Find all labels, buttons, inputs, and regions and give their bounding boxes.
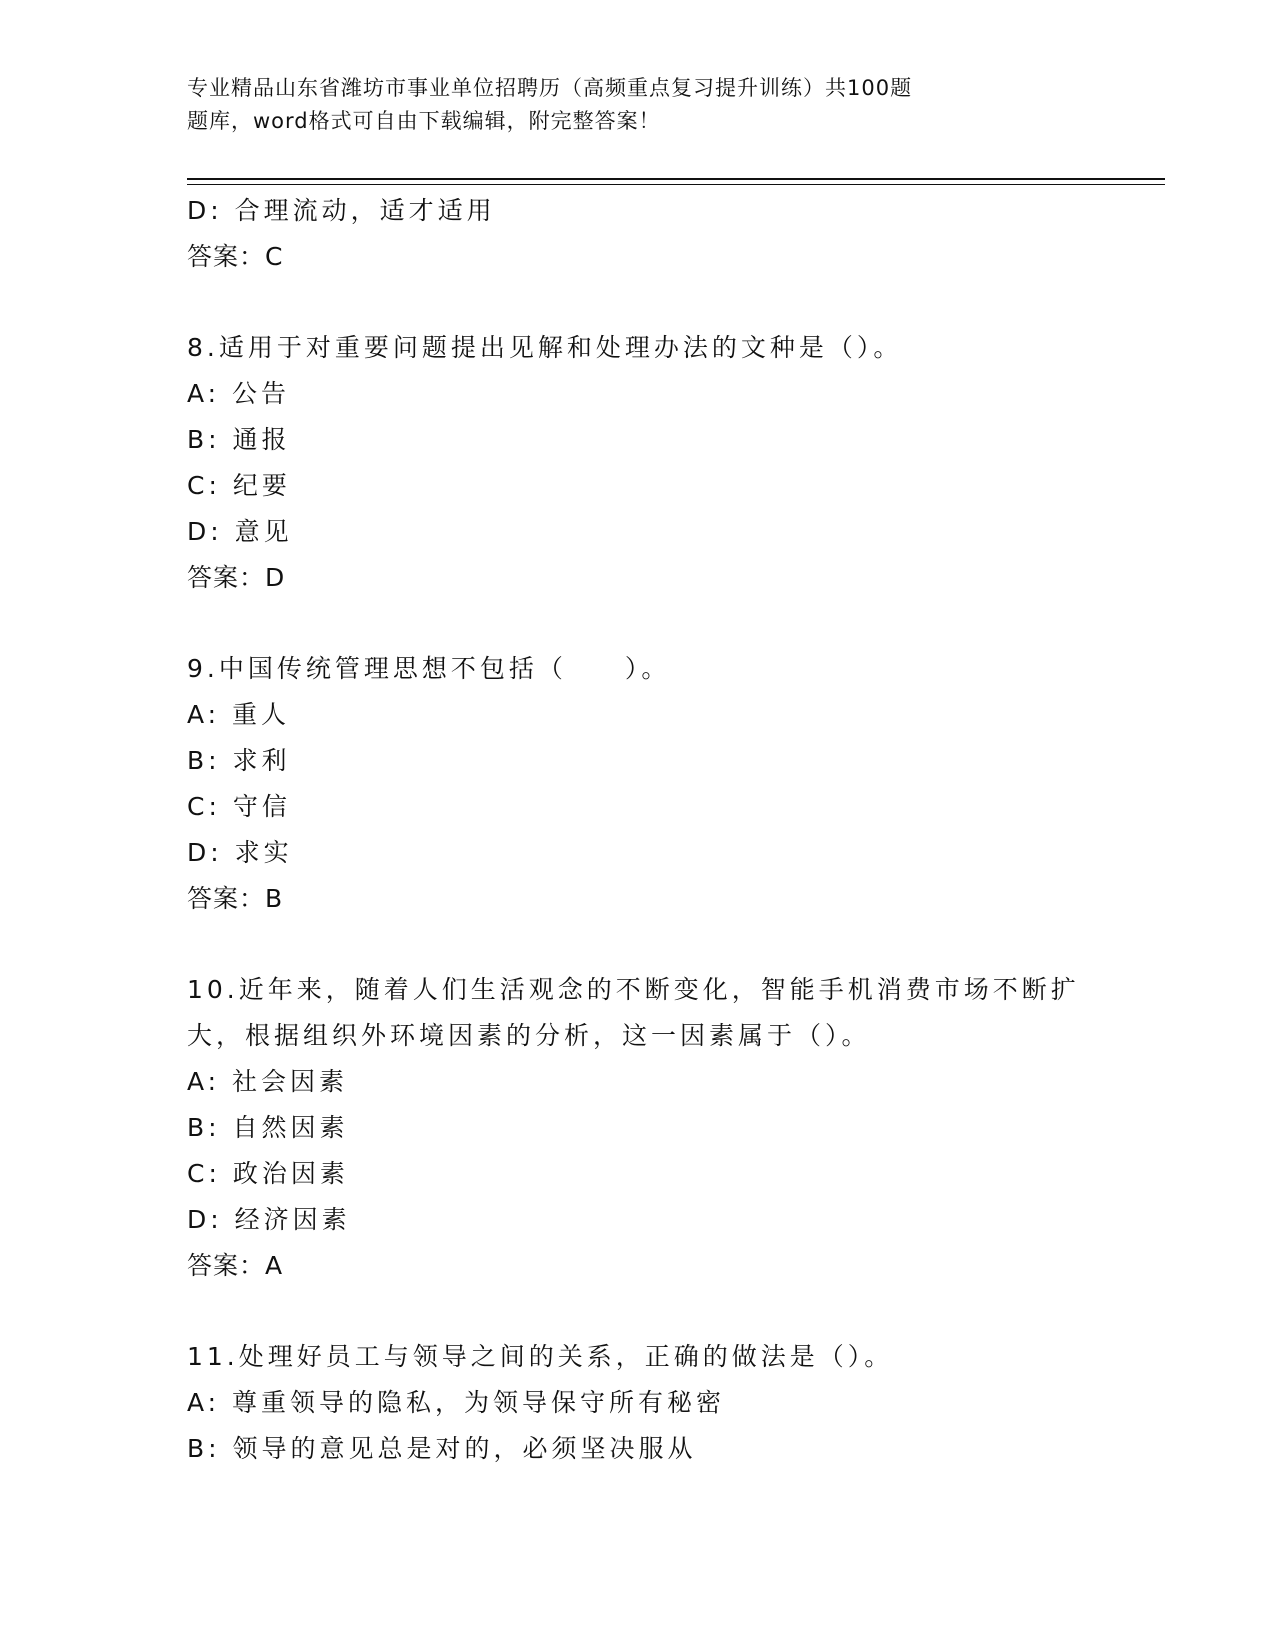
- question-stem: 9.中国传统管理思想不包括（ ）。: [187, 654, 671, 683]
- option-d: D: 意见: [187, 517, 293, 546]
- option-b: B: 通报: [187, 425, 291, 454]
- option-c: C: 纪要: [187, 471, 291, 500]
- option-d: D: 经济因素: [187, 1205, 351, 1234]
- option-c: C: 守信: [187, 792, 291, 821]
- option-b: B: 求利: [187, 746, 291, 775]
- question-11: [187, 1334, 1087, 1472]
- answer-label: 答案：C: [187, 242, 284, 271]
- spacer: [187, 922, 1087, 967]
- previous-question-tail: [187, 188, 1087, 280]
- answer-label: 答案：A: [187, 1251, 284, 1280]
- question-content: [187, 188, 1087, 1472]
- question-stem: 11.处理好员工与领导之间的关系，正确的做法是（）。: [187, 1342, 894, 1371]
- option-a: A: 尊重领导的隐私，为领导保守所有秘密: [187, 1388, 726, 1417]
- question-stem-line-2: 大，根据组织外环境因素的分析，这一因素属于（）。: [187, 1021, 871, 1050]
- option-c: C: 政治因素: [187, 1159, 349, 1188]
- spacer: [187, 280, 1087, 325]
- header-title-line-2: 题库，word格式可自由下载编辑，附完整答案！: [187, 109, 661, 133]
- question-stem: 8.适用于对重要问题提出见解和处理办法的文种是（）。: [187, 333, 903, 362]
- answer-label: 答案：D: [187, 563, 286, 592]
- option-d: D: 求实: [187, 838, 293, 867]
- option-a: A: 公告: [187, 379, 291, 408]
- option-a: A: 重人: [187, 700, 291, 729]
- question-8: [187, 325, 1087, 601]
- option-b: B: 自然因素: [187, 1113, 349, 1142]
- document-header: [187, 72, 1047, 138]
- spacer: [187, 601, 1087, 646]
- header-title-line-1: 专业精品山东省潍坊市事业单位招聘历（高频重点复习提升训练）共100题: [187, 76, 913, 100]
- spacer: [187, 1289, 1087, 1334]
- question-stem-line-1: 10.近年来，随着人们生活观念的不断变化，智能手机消费市场不断扩: [187, 975, 1080, 1004]
- question-10: [187, 967, 1087, 1289]
- question-9: [187, 646, 1087, 922]
- option-d: D: 合理流动，适才适用: [187, 196, 496, 225]
- header-divider-thin: [187, 184, 1165, 185]
- header-divider-thick: [187, 178, 1165, 180]
- option-b: B: 领导的意见总是对的，必须坚决服从: [187, 1434, 697, 1463]
- answer-label: 答案：B: [187, 884, 284, 913]
- option-a: A: 社会因素: [187, 1067, 349, 1096]
